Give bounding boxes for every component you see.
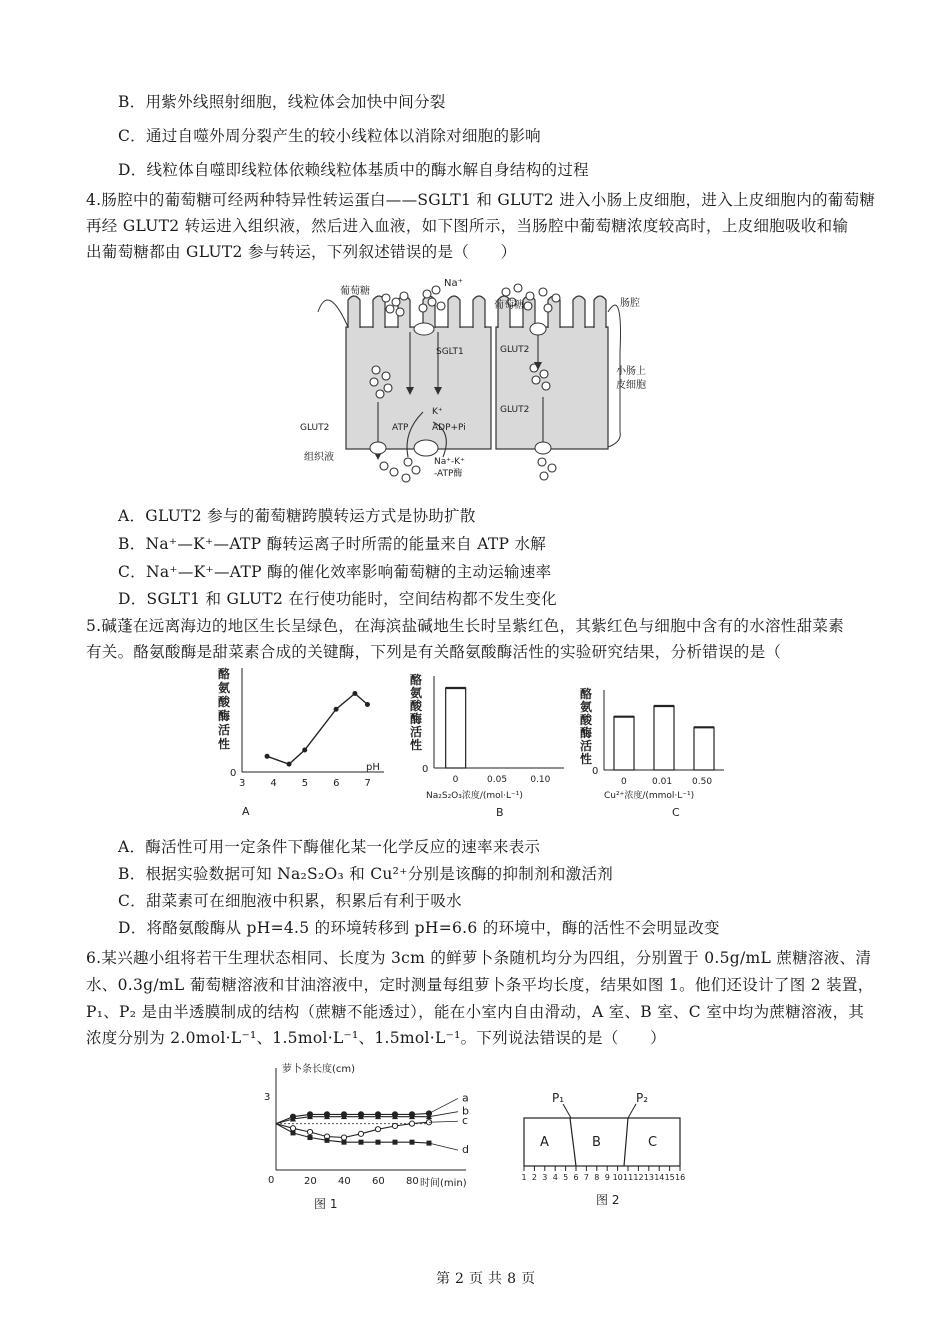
- sglt1-transporter: [414, 323, 434, 335]
- q3-option-d: D．线粒体自噬即线粒体依赖线粒体基质中的酶水解自身结构的过程: [118, 161, 589, 179]
- chart-a-origin: 0: [230, 768, 237, 779]
- fig1-point-d: [342, 1140, 347, 1145]
- fig1-point-d: [308, 1135, 313, 1140]
- fig1-point-c: [290, 1126, 295, 1131]
- fig1-origin: 0: [268, 1175, 275, 1186]
- chart-c-title: C: [672, 806, 680, 819]
- fig1-leader-c: [429, 1121, 458, 1122]
- chart-b-origin: 0: [422, 764, 429, 775]
- fig1-point-c: [392, 1123, 397, 1128]
- q6-stem-line1: 6.某兴趣小组将若干生理状态相同、长度为 3cm 的鲜萝卜条随机均分为四组，分别置于 0.5g/mL 蔗糖溶液、清: [86, 949, 872, 967]
- glucose-transport-diagram: [298, 272, 678, 494]
- ruler-label: 16: [675, 1173, 686, 1182]
- q3-option-c: C．通过自噬外周分裂产生的较小线粒体以消除对细胞的影响: [118, 127, 541, 145]
- ruler-label: 11: [623, 1173, 634, 1182]
- q3-option-b: B．用紫外线照射细胞，线粒体会加快中间分裂: [118, 93, 446, 111]
- chart-b-ylabel-char: 氨: [410, 686, 423, 700]
- q5-stem-line1: 5.碱蓬在远离海边的地区生长呈绿色，在海滨盐碱地生长时呈紫红色，其紫红色与细胞中含有的水溶性甜菜素: [86, 617, 844, 635]
- label-k: K⁺: [432, 407, 443, 417]
- label-enzyme-line2: -ATP酶: [434, 469, 463, 479]
- fig1-point-d: [410, 1140, 415, 1145]
- fig1-point-d: [376, 1140, 381, 1145]
- chart-a-ylabel-char: 活: [218, 723, 231, 737]
- chart-b-ylabel-char: 活: [410, 725, 423, 739]
- label-p2: P₂: [636, 1091, 649, 1105]
- fig1-xlabel: 时间(min): [420, 1178, 467, 1189]
- figure-2-chamber-device: [518, 1086, 698, 1216]
- ruler-label: 15: [664, 1173, 675, 1182]
- chart-a-ph: [212, 660, 390, 820]
- label-enzyme-line1: Na⁺-K⁺: [434, 457, 465, 467]
- glut2-apical-transporter: [530, 323, 546, 335]
- chart-a-title: A: [242, 805, 250, 818]
- chart-b-ylabel-char: 酸: [410, 699, 423, 713]
- chart-a-ylabel-char: 性: [218, 737, 231, 751]
- fig1-xtick: 60: [372, 1176, 385, 1187]
- page-footer: 第 2 页 共 8 页: [436, 1271, 536, 1287]
- ruler-label: 7: [583, 1173, 589, 1182]
- chart-b-xtick: 0: [452, 775, 459, 785]
- ruler-label: 5: [563, 1173, 569, 1182]
- q5-option-a: A．酶活性可用一定条件下酶催化某一化学反应的速率来表示: [118, 838, 541, 856]
- na-k-atpase: [414, 440, 438, 456]
- glut2-basal-right-transporter: [535, 442, 551, 454]
- chart-c-bar: [654, 706, 674, 770]
- label-glut2-mid: GLUT2: [500, 405, 530, 415]
- fig1-series-d: [276, 1124, 429, 1144]
- fig1-point-c: [341, 1135, 346, 1140]
- chart-c-ylabel-char: 活: [580, 739, 593, 753]
- label-na: Na⁺: [444, 278, 463, 289]
- p2-pointer: [628, 1104, 636, 1118]
- fig1-series-label-b: b: [462, 1104, 469, 1118]
- ruler-label: 4: [552, 1173, 558, 1182]
- ruler-label: 12: [633, 1173, 644, 1182]
- chart-b-title: B: [496, 806, 504, 818]
- chart-b-na2s2o3: [404, 668, 574, 818]
- q6-stem-line4: 浓度分别为 2.0mol·L⁻¹、1.5mol·L⁻¹、1.5mol·L⁻¹。下列说法错误的是（ ）: [86, 1029, 666, 1047]
- glut2-basal-left-transporter: [370, 442, 386, 454]
- label-glut2-top: GLUT2: [500, 345, 530, 355]
- fig1-point-c: [307, 1129, 312, 1134]
- chart-a-ylabel-char: 酶: [218, 709, 231, 723]
- fig1-series-b: [276, 1117, 429, 1124]
- chart-c-bar: [614, 717, 634, 770]
- chart-a-xlabel: pH: [366, 762, 380, 773]
- fig1-leader-d: [429, 1143, 458, 1150]
- fig1-point-d: [291, 1130, 296, 1135]
- label-chamber-b: B: [592, 1135, 601, 1150]
- fig1-xtick: 40: [338, 1176, 351, 1187]
- q6-stem-line3: P₁、P₂ 是由半透膜制成的结构（蔗糖不能透过），能在小室内自由滑动，A 室、B 室、C 室中均为蔗糖溶液，其: [86, 1003, 865, 1021]
- chart-c-origin: 0: [592, 766, 599, 777]
- q5-option-d: D．将酪氨酸酶从 pH=4.5 的环境转移到 pH=6.6 的环境中，酶的活性不会明显改变: [118, 919, 720, 937]
- q4-stem-line2: 再经 GLUT2 转运进入组织液，然后进入血液，如下图所示，当肠腔中葡萄糖浓度较高时，上皮细胞吸收和输: [86, 217, 849, 235]
- chart-a-ylabel-char: 氨: [218, 681, 231, 695]
- label-glucose-left: 葡萄糖: [340, 286, 370, 297]
- chart-b-xtick: 0.05: [487, 775, 508, 785]
- ruler-label: 2: [531, 1173, 537, 1182]
- chart-a-xtick: 6: [333, 778, 340, 789]
- q4-option-d: D．SGLT1 和 GLUT2 在行使功能时，空间结构都不发生变化: [118, 590, 557, 608]
- chart-a-point: [365, 702, 370, 707]
- chart-a-xtick: 3: [239, 778, 246, 789]
- ruler-label: 6: [573, 1173, 579, 1182]
- fig1-series-label-d: d: [462, 1143, 469, 1157]
- label-chamber-c: C: [648, 1135, 658, 1150]
- q5-option-b: B．根据实验数据可知 Na₂S₂O₃ 和 Cu²⁺分别是该酶的抑制剂和激活剂: [118, 865, 614, 883]
- chart-a-point: [334, 707, 339, 712]
- chart-c-xtick: 0: [621, 777, 627, 787]
- chart-c-ylabel-char: 氨: [580, 700, 593, 714]
- q5-stem-line2: 有关。酪氨酸酶是甜菜素合成的关键酶，下列是有关酪氨酸酶活性的实验研究结果，分析错误的是（: [86, 643, 782, 661]
- label-chamber-a: A: [540, 1135, 549, 1150]
- chart-a-point: [265, 754, 270, 759]
- fig1-xtick: 80: [406, 1176, 419, 1187]
- chart-a-ylabel-char: 酪: [218, 667, 231, 681]
- chart-a-xtick: 5: [301, 778, 309, 789]
- label-lumen: 肠腔: [620, 298, 640, 309]
- chart-c-bar: [694, 727, 714, 770]
- chart-c-cu: [574, 682, 738, 820]
- fig1-start-length: 3: [264, 1092, 271, 1103]
- fig1-series-c: [276, 1122, 429, 1137]
- chart-c-ylabel-char: 性: [580, 752, 593, 766]
- fig1-series-label-c: c: [462, 1114, 469, 1128]
- chart-c-ylabel-char: 酶: [580, 726, 593, 740]
- fig1-point-d: [359, 1140, 364, 1145]
- label-epithelium-line2: 皮细胞: [616, 380, 646, 391]
- fig1-ylabel: 萝卜条长度(cm): [282, 1064, 356, 1075]
- chart-b-ylabel-char: 酶: [410, 712, 423, 726]
- p1-pointer: [563, 1104, 571, 1118]
- chart-a-point: [302, 748, 307, 753]
- q6-stem-line2: 水、0.3g/mL 葡萄糖溶液和甘油溶液中，定时测量每组萝卜条平均长度，结果如图 1。他们还设计了图 2 装置，: [86, 976, 874, 994]
- ruler-label: 13: [643, 1173, 654, 1182]
- chart-c-xtick: 0.50: [692, 777, 713, 787]
- figure-1-length-chart: [256, 1058, 486, 1214]
- chart-b-ylabel-char: 性: [410, 738, 423, 752]
- chart-c-ylabel-char: 酸: [580, 713, 593, 727]
- q4-stem-line1: 4.肠腔中的葡萄糖可经两种特异性转运蛋白——SGLT1 和 GLUT2 进入小肠上皮细胞，进入上皮细胞内的葡萄糖: [86, 191, 876, 209]
- ruler-label: 1: [521, 1173, 527, 1182]
- label-p1: P₁: [552, 1091, 565, 1105]
- epithelial-cell-left: [346, 327, 491, 449]
- fig1-point-c: [409, 1121, 414, 1126]
- fig1-leader-a: [429, 1098, 458, 1113]
- fig2-title: 图 2: [596, 1193, 620, 1207]
- ruler-label: 8: [594, 1173, 600, 1182]
- q5-option-c: C．甜菜素可在细胞液中积累，积累后有利于吸水: [118, 892, 462, 910]
- chart-b-xlabel: Na₂S₂O₃浓度/(mol·L⁻¹): [426, 791, 523, 801]
- chart-a-ylabel-char: 酸: [218, 695, 231, 709]
- fig1-point-d: [393, 1140, 398, 1145]
- q4-option-c: C．Na⁺—K⁺—ATP 酶的催化效率影响葡萄糖的主动运输速率: [118, 563, 552, 581]
- fig1-point-c: [358, 1131, 363, 1136]
- label-atp: ATP: [392, 423, 409, 433]
- q4-stem-line3: 出葡萄糖都由 GLUT2 参与转运，下列叙述错误的是（ ）: [86, 243, 517, 261]
- fig1-point-d: [325, 1138, 330, 1143]
- label-sglt1: SGLT1: [436, 347, 464, 357]
- q4-option-a: A．GLUT2 参与的葡萄糖跨膜转运方式是协助扩散: [118, 507, 476, 525]
- chart-c-xtick: 0.01: [652, 777, 673, 787]
- chart-b-bar: [446, 688, 466, 768]
- ruler-label: 14: [654, 1173, 665, 1182]
- label-glut2-left: GLUT2: [300, 423, 330, 433]
- label-epithelium-line1: 小肠上: [616, 366, 646, 377]
- fig1-point-c: [375, 1127, 380, 1132]
- chart-a-xtick: 7: [364, 778, 371, 789]
- ruler-label: 10: [612, 1173, 623, 1182]
- chart-a-xtick: 4: [270, 778, 277, 789]
- fig1-xtick: 20: [304, 1176, 317, 1187]
- label-glucose-right: 葡萄糖: [494, 300, 524, 311]
- chart-a-point: [287, 762, 292, 767]
- ruler-label: 3: [542, 1173, 548, 1182]
- chart-a-point: [352, 691, 357, 696]
- q4-option-b: B．Na⁺—K⁺—ATP 酶转运离子时所需的能量来自 ATP 水解: [118, 535, 547, 553]
- fig1-leader-b: [429, 1112, 458, 1117]
- chart-b-xtick: 0.10: [530, 775, 551, 785]
- fig1-series-label-a: a: [462, 1091, 469, 1105]
- fig1-title: 图 1: [314, 1197, 338, 1211]
- chart-a-series-line: [267, 694, 367, 765]
- label-adp: ADP+Pi: [432, 423, 466, 433]
- ruler-label: 9: [604, 1173, 610, 1182]
- chart-b-ylabel-char: 酪: [410, 673, 423, 687]
- chart-c-ylabel-char: 酪: [580, 687, 593, 701]
- chart-c-xlabel: Cu²⁺浓度/(mmol·L⁻¹): [604, 791, 695, 801]
- label-tissue-fluid: 组织液: [304, 452, 334, 463]
